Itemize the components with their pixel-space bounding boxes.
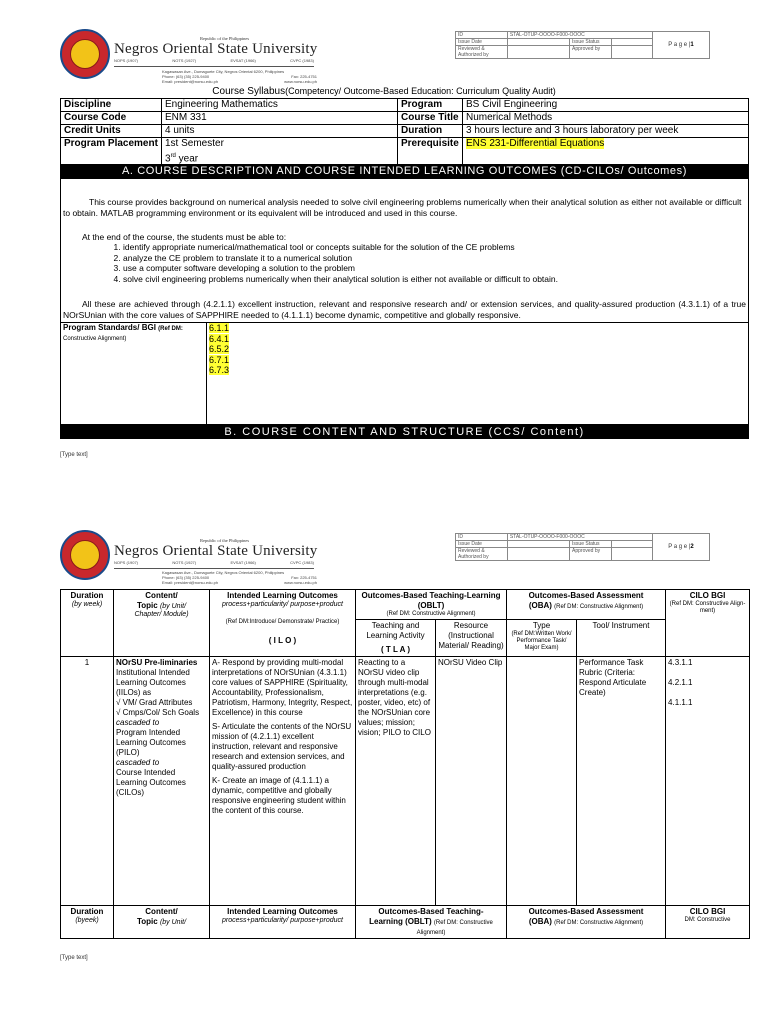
standard-item: 6.1.1 (209, 323, 230, 333)
university-seal-logo-2 (60, 530, 110, 580)
university-seal-logo (60, 29, 110, 79)
course-description: This course provides background on numerical analysis needed to solve civil engineering problems numerically when their analytical solution as either not available or difficult to obtain. MATLAB programming environment or its equivalent will be introduced and used in this course. (63, 197, 742, 218)
header-oblt: Outcomes-Based Teaching-Learning (OBLT) (Ref DM: Constructive Alignment) (356, 590, 507, 620)
cell-topic: NOrSU Pre-liminaries Institutional Intended Learning Outcomes (IILOs) as √ VM/ Grad Attributes √ Cmps/Col/ Sch Goals cascaded to Program Intended Learning Outcomes (PILO) cascaded to Course Intended Learning Outcomes (CILOs) (114, 657, 210, 906)
cell-type (507, 657, 577, 906)
duration-value: 3 hours lecture and 3 hours laboratory per week (463, 125, 749, 138)
cell-tool: Performance Task Rubric (Criteria: Respond Articulate Create) (577, 657, 666, 906)
republic-label: Republic of the Philippines (200, 36, 250, 41)
program-standards-label: Program Standards/ BGI (Ref DM: Constructive Alignment) (63, 323, 183, 342)
footer-placeholder-2: [Type text] (60, 955, 88, 961)
header-duration: Duration (by week) (61, 590, 114, 657)
program-label: Program (398, 99, 463, 112)
establishment-years-2: NOPS (1907) NOTS (1927) EVSAT (1966) CVPC (1983) (114, 560, 314, 565)
cell-cilo: 4.3.1.1 4.2.1.1 4.1.1.1 (666, 657, 750, 906)
university-name-2: Negros Oriental State University (114, 543, 318, 559)
section-b-header: B. COURSE CONTENT AND STRUCTURE (CCS/ Content) (60, 425, 749, 439)
header-divider-2 (114, 568, 314, 569)
university-name: Negros Oriental State University (114, 41, 318, 57)
standard-item: 6.7.1 (209, 354, 230, 365)
program-standards-list (209, 323, 229, 376)
course-code-label: Course Code (61, 112, 162, 125)
syllabus-title: Course Syllabus(Competency/ Outcome-Based Education: Curriculum Quality Audit) (212, 86, 556, 97)
outcomes-list (61, 242, 558, 284)
section-a-header: A. COURSE DESCRIPTION AND COURSE INTENDED LEARNING OUTCOMES (CD-CILOs/ Outcomes) (60, 164, 749, 178)
achievement-statement: All these are achieved through (4.2.1.1) excellent instruction, relevant and responsive research and/ or extension services, and quality-assured production (4.3.1.1) of a true NOrSUnian with the core values of SAPPHIRE needed to (4.1.1.1) become dynamic, competitive and globally responsive. (63, 299, 746, 320)
address-block: Kagawasan Ave., Dumaguete City, Negros Oriental 6200, Philippines Phone: (63) (35) 225-9400 Fax: 225-4751 Email: president@norsu.edu.ph www.norsu.edu.ph (162, 69, 317, 84)
discipline-label: Discipline (61, 99, 162, 112)
header-divider (114, 66, 314, 67)
header-type: Type (Ref DM:Written Work/ Performance Task/ Major Exam) (507, 620, 577, 657)
prerequisite-value: ENS 231-Differential Equations (463, 138, 749, 166)
course-content-table (60, 589, 750, 939)
outcome-item: 3. use a computer software developing a solution to the problem (123, 263, 558, 274)
placement-label: Program Placement (61, 138, 162, 166)
program-value: BS Civil Engineering (463, 99, 749, 112)
standard-item: 6.5.2 (209, 344, 230, 354)
duration-label: Duration (398, 125, 463, 138)
prerequisite-label: Prerequisite (398, 138, 463, 166)
course-info-table (60, 98, 749, 166)
cell-tla: Reacting to a NOrSU video clip through multi-modal interpretations (e.g. poster, video, etc) of the NOrSUnian core values; mission; vision; PILO to CILO (356, 657, 436, 906)
discipline-value: Engineering Mathematics (162, 99, 398, 112)
placement-value: 1st Semester 3rd year (162, 138, 398, 166)
outcome-item: 2. analyze the CE problem to translate it to a numerical solution (123, 253, 558, 264)
course-title-value: Numerical Methods (463, 112, 749, 125)
outcome-item: 1. identify appropriate numerical/mathematical tool or concepts suitable for the solution of the CE problems (123, 242, 558, 253)
header-ilo: Intended Learning Outcomes process+particularity/ purpose+product (Ref DM:Introduce/ Demonstrate/ Practice) ( I L O ) (210, 590, 356, 657)
header-tool: Tool/ Instrument (577, 620, 666, 657)
header-tla: Teaching and Learning Activity ( T L A ) (356, 620, 436, 657)
republic-label-2: Republic of the Philippines (200, 538, 250, 543)
cell-resource: NOrSU Video Clip (436, 657, 507, 906)
header-resource: Resource (Instructional Material/ Reading) (436, 620, 507, 657)
standard-item: 6.7.3 (209, 365, 230, 375)
course-code-value: ENM 331 (162, 112, 398, 125)
cell-week: 1 (61, 657, 114, 906)
header-content-topic: Content/ Topic (by Unit/ Chapter/ Module) (114, 590, 210, 657)
table-row (61, 657, 750, 906)
table-row-repeat-header: Duration (byeek) Content/ Topic (by Unit/ Intended Learning Outcomes process+particularity/ purpose+product Outcomes-Based Teaching- Learning (OBLT) (Ref DM: Constructive Alignment) Outcomes-Based Assessment (OBA) (Ref DM: Constructive Alignment) CILO BGI DM: Constructive (61, 906, 750, 939)
course-title-label: Course Title (398, 112, 463, 125)
document-control-table-2: ID STAL-OTUP-OOOO-F000-OOOC P a g e |2 Issue Date Issue Status Reviewed & Authorized by Approved by (455, 533, 710, 561)
credit-units-label: Credit Units (61, 125, 162, 138)
standard-item: 6.4.1 (209, 333, 230, 344)
document-control-table: ID STAL-OTUP-OOOO-F000-OOOC P a g e |1 Issue Date Issue Status Reviewed & Authorized by Approved by (455, 31, 710, 59)
footer-placeholder-1: [Type text] (60, 452, 88, 458)
outcome-item: 4. solve civil engineering problems numerically when their analytical solution is either not available or difficult to obtain. (123, 274, 558, 285)
credit-units-value: 4 units (162, 125, 398, 138)
establishment-years: NOPS (1907) NOTS (1927) EVSAT (1966) CVPC (1983) (114, 58, 314, 63)
cell-ilo: A- Respond by providing multi-modal interpretations of NOrSUnian (4.3.1.1) core values of SAPPHIRE (Spirituality, Accountability, Professionalism, Patriotism, Harmony, Integrity, Respect, Excellence) in this course S- Articulate the contents of the NOrSU mission of (4.2.1.1) excellent instruction, relevant and responsive research and extension services, and quality-assured production K- Create an image of (4.1.1.1) a dynamic, competitive and globally responsive engineering student within the content of this course. (210, 657, 356, 906)
address-block-2: Kagawasan Ave., Dumaguete City, Negros Oriental 6200, Philippines Phone: (63) (35) 225-9400 Fax: 225-4751 Email: president@norsu.edu.ph www.norsu.edu.ph (162, 570, 317, 585)
header-oba: Outcomes-Based Assessment (OBA) (Ref DM: Constructive Alignment) (507, 590, 666, 620)
header-cilo: CILO BGI (Ref DM: Constructive Align-ment) (666, 590, 750, 657)
outcomes-intro: At the end of the course, the students must be able to: (82, 232, 287, 242)
program-standards-box (60, 322, 749, 425)
course-description-box (60, 178, 749, 323)
